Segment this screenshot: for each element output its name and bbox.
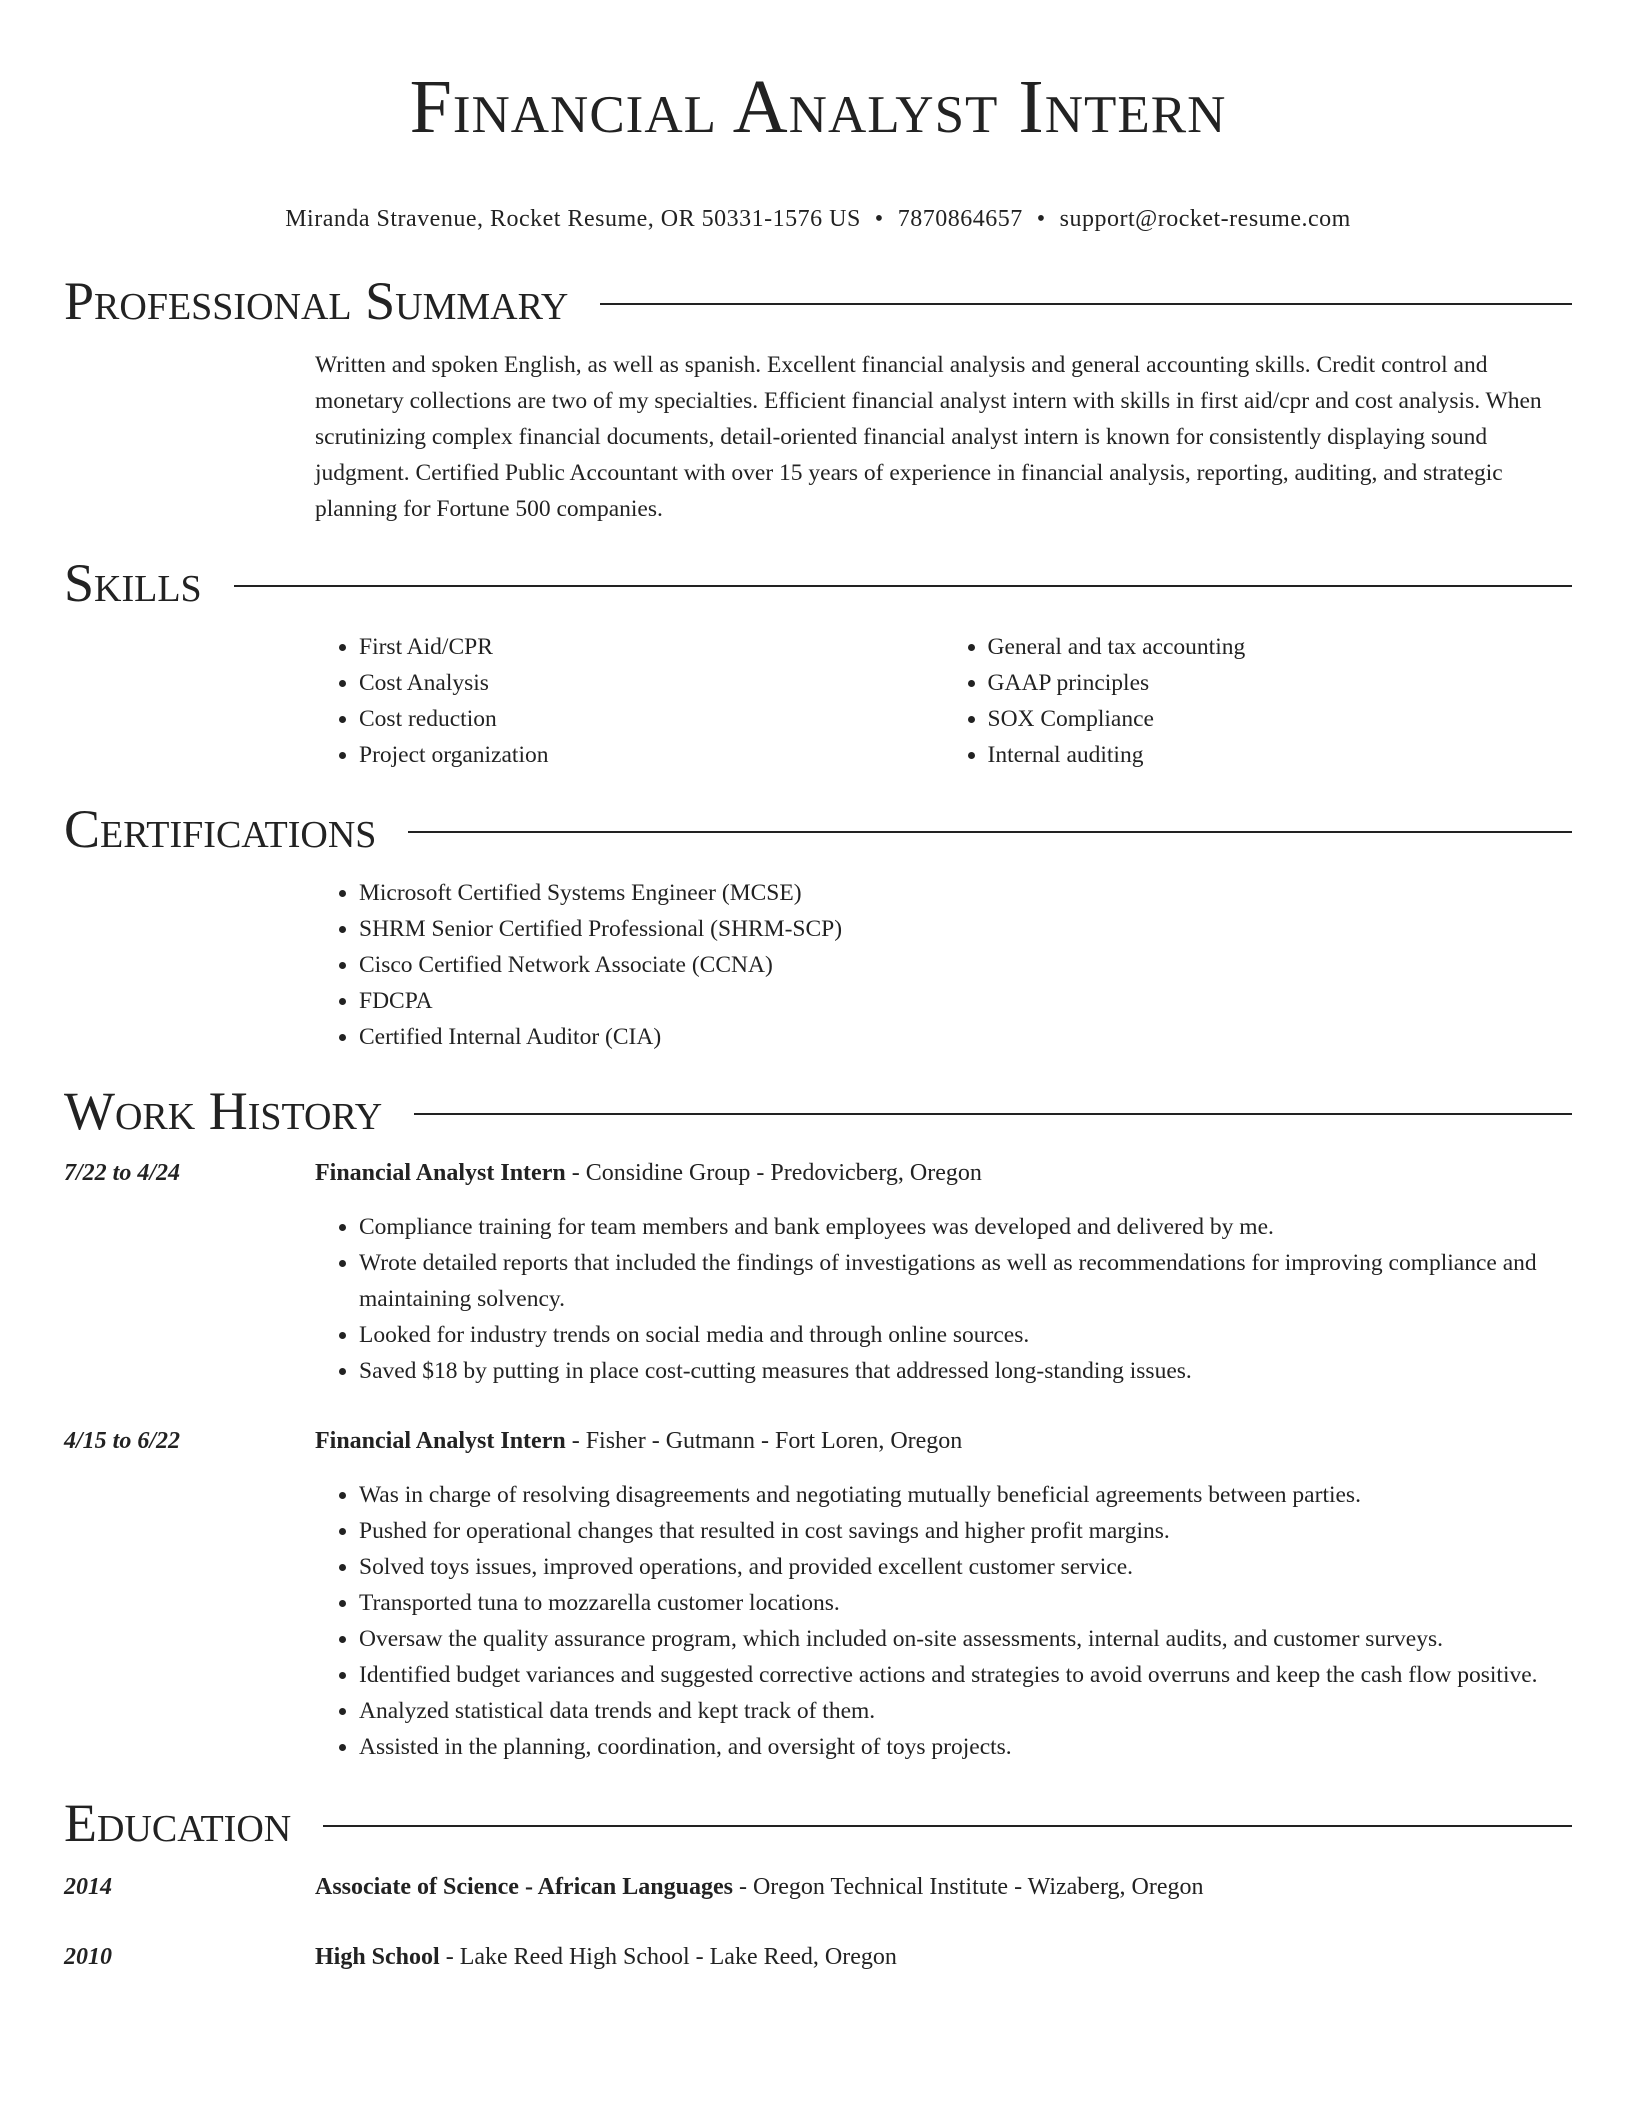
- education-heading: [315, 1939, 897, 1975]
- job-entry: [64, 1155, 1572, 1389]
- certifications-list: [315, 875, 1572, 1055]
- certification-item: • Certified Internal Auditor (CIA): [359, 1019, 1572, 1055]
- job-bullets: [315, 1209, 1572, 1389]
- job-heading: [315, 1423, 1572, 1459]
- skill-item: • First Aid/CPR: [359, 629, 944, 665]
- certification-item: • SHRM Senior Certified Professional (SHRM-SCP): [359, 911, 1572, 947]
- skill-item: • Project organization: [359, 737, 944, 773]
- job-details: - Fisher - Gutmann - Fort Loren, Oregon: [565, 1427, 963, 1454]
- skill-item: • SOX Compliance: [988, 701, 1573, 737]
- job-bullet: • Compliance training for team members and bank employees was developed and delivered by me.: [359, 1209, 1572, 1245]
- job-position: Financial Analyst Intern: [315, 1427, 566, 1454]
- education-degree: High School: [315, 1943, 440, 1970]
- job-heading: [315, 1155, 1572, 1191]
- job-entry: [64, 1423, 1572, 1765]
- skill-item: • Cost reduction: [359, 701, 944, 737]
- job-body: [315, 1423, 1572, 1765]
- job-dates: 7/22 to 4/24: [64, 1159, 181, 1186]
- section-divider: [414, 1113, 1572, 1115]
- job-bullet: • Pushed for operational changes that resulted in cost savings and higher profit margins.: [359, 1513, 1572, 1549]
- job-bullet: • Looked for industry trends on social media and through online sources.: [359, 1317, 1572, 1353]
- job-bullet: • Saved $18 by putting in place cost-cutting measures that addressed long-standing issues.: [359, 1353, 1572, 1389]
- job-bullets: [315, 1477, 1572, 1765]
- education-details: - Lake Reed High School - Lake Reed, Oregon: [439, 1943, 897, 1970]
- work-section-header: [64, 1079, 1572, 1143]
- job-bullet: • Wrote detailed reports that included the findings of investigations as well as recommendations for improving compliance and maintaining solvency.: [359, 1245, 1572, 1317]
- section-divider: [323, 1825, 1572, 1827]
- skill-item: • Internal auditing: [988, 737, 1573, 773]
- skill-item: • General and tax accounting: [988, 629, 1573, 665]
- certifications-section-header: [64, 797, 1572, 861]
- job-bullet: • Solved toys issues, improved operations, and provided excellent customer service.: [359, 1549, 1572, 1585]
- skills-section-title: Skills: [64, 552, 202, 613]
- summary-section-header: [64, 269, 1572, 333]
- contact-phone: 7870864657: [897, 205, 1023, 232]
- skills-list: [315, 629, 1572, 773]
- education-section-header: [64, 1791, 1572, 1855]
- skills-section-header: [64, 551, 1572, 615]
- education-year: 2014: [64, 1873, 112, 1900]
- resume-page: [64, 0, 1572, 1975]
- contact-email: support@rocket-resume.com: [1059, 205, 1351, 232]
- job-bullet: • Transported tuna to mozzarella customer locations.: [359, 1585, 1572, 1621]
- certification-item: • Microsoft Certified Systems Engineer (MCSE): [359, 875, 1572, 911]
- contact-separator: •: [1036, 205, 1046, 232]
- skills-column-right: [944, 629, 1573, 773]
- education-section-title: Education: [64, 1792, 292, 1853]
- job-position: Financial Analyst Intern: [315, 1159, 566, 1186]
- section-divider: [234, 585, 1572, 587]
- education-year: 2010: [64, 1943, 112, 1970]
- resume-name-title: Financial Analyst Intern: [409, 65, 1227, 149]
- job-bullet: • Oversaw the quality assurance program, which included on-site assessments, internal audits, and customer surveys.: [359, 1621, 1572, 1657]
- skill-item: • Cost Analysis: [359, 665, 944, 701]
- education-heading: [315, 1869, 1203, 1905]
- section-divider: [600, 303, 1572, 305]
- work-section-title: Work History: [64, 1080, 383, 1141]
- education-details: - Oregon Technical Institute - Wizaberg, Oregon: [732, 1873, 1204, 1900]
- skills-column-left: [315, 629, 944, 773]
- certification-item: • Cisco Certified Network Associate (CCNA): [359, 947, 1572, 983]
- contact-separator: •: [874, 205, 884, 232]
- certifications-section-title: Certifications: [64, 798, 377, 859]
- job-details: - Considine Group - Predovicberg, Oregon: [565, 1159, 982, 1186]
- skill-item: • GAAP principles: [988, 665, 1573, 701]
- job-body: [315, 1155, 1572, 1389]
- education-degree: Associate of Science - African Languages: [315, 1873, 733, 1900]
- contact-line: [64, 203, 1572, 235]
- contact-address: Miranda Stravenue, Rocket Resume, OR 50331-1576 US: [285, 205, 861, 232]
- job-bullet: • Analyzed statistical data trends and kept track of them.: [359, 1693, 1572, 1729]
- section-divider: [408, 831, 1572, 833]
- job-bullet: • Assisted in the planning, coordination, and oversight of toys projects.: [359, 1729, 1572, 1765]
- job-bullet: • Identified budget variances and suggested corrective actions and strategies to avoid overruns and keep the cash flow positive.: [359, 1657, 1572, 1693]
- education-entry: [64, 1939, 1572, 1975]
- summary-text: Written and spoken English, as well as spanish. Excellent financial analysis and general accounting skills. Credit control and monetary collections are two of my specialties. Efficient financial analyst intern with skills in first aid/cpr and cost analysis. When scrutinizing complex financial documents, detail-oriented financial analyst intern is known for consistently displaying sound judgment. Certified Public Accountant with over 15 years of experience in financial analysis, reporting, auditing, and strategic planning for Fortune 500 companies.: [315, 351, 1542, 522]
- job-dates: 4/15 to 6/22: [64, 1427, 181, 1454]
- education-entry: [64, 1869, 1572, 1905]
- job-bullet: • Was in charge of resolving disagreements and negotiating mutually beneficial agreements between parties.: [359, 1477, 1572, 1513]
- summary-section-title: Professional Summary: [64, 270, 569, 331]
- certification-item: • FDCPA: [359, 983, 1572, 1019]
